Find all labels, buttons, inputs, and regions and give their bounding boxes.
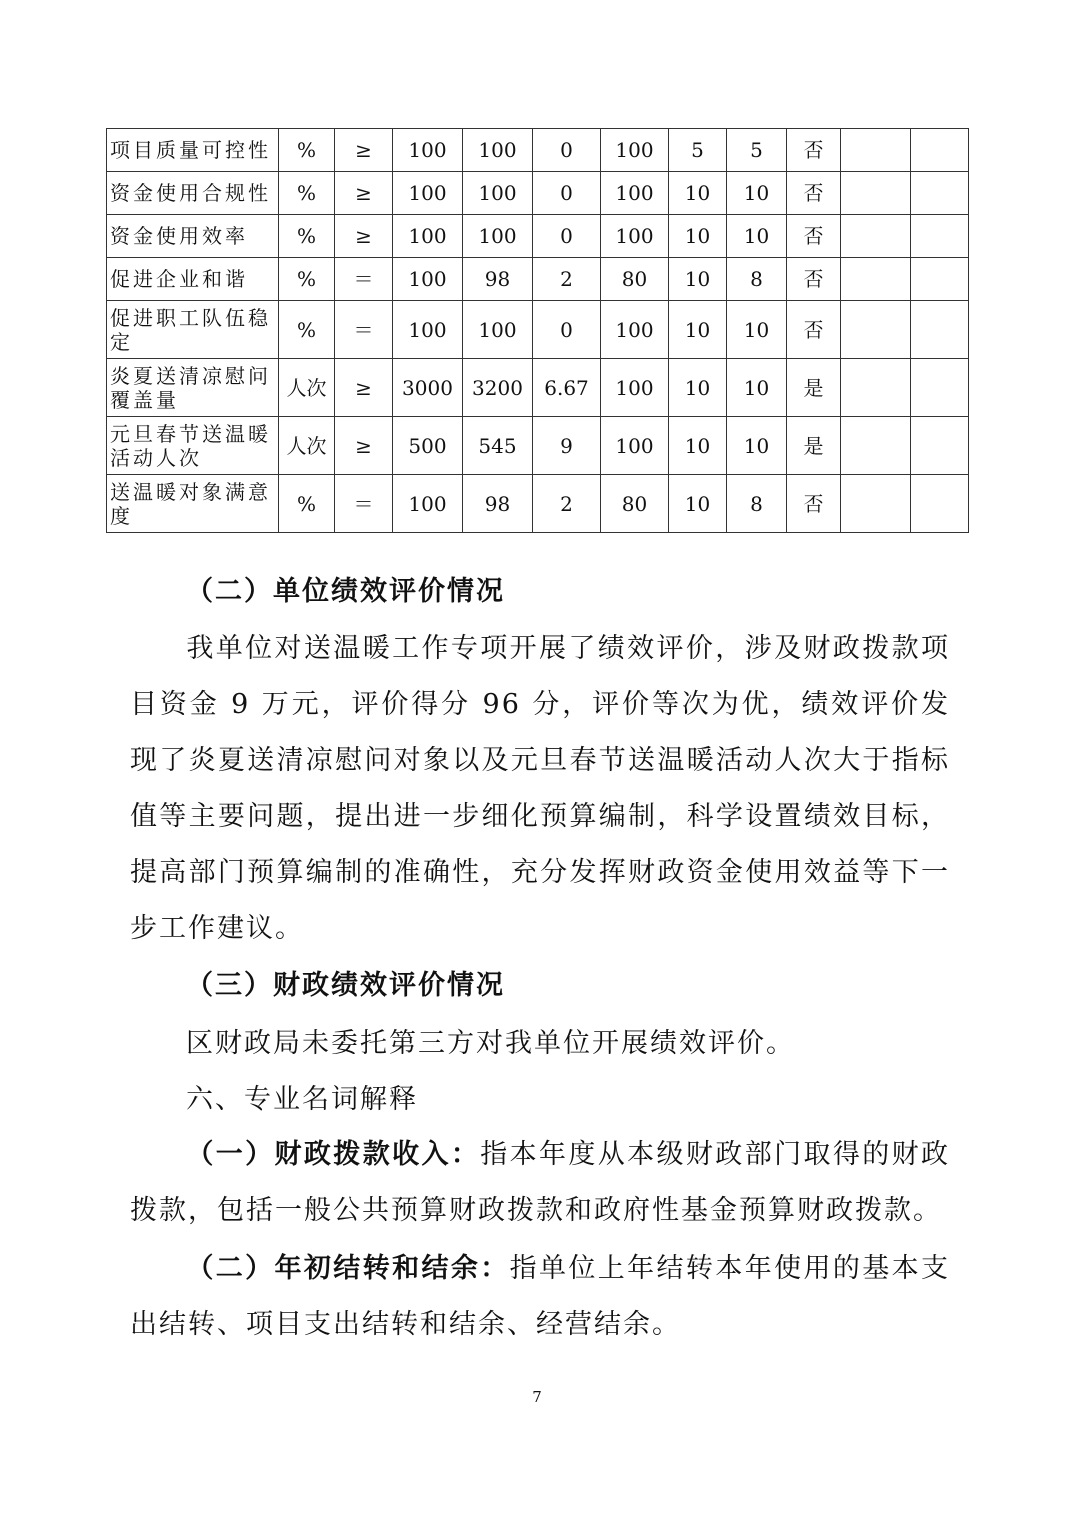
indicator-name-cell: 促进企业和谐 — [107, 258, 279, 301]
unit-evaluation-text: 我单位对送温暖工作专项开展了绩效评价，涉及财政拨款项目资金 9 万元，评价得分 96 分，评价等次为优，绩效评价发现了炎夏送清凉慰问对象以及元旦春节送温暖活动人次大于指标值等主要问题，提出进一步细化预算编制，科学设置绩效目标，提高部门预算编制的准确性，充分发挥财政资金使用效益等下一步工作建议。 — [130, 633, 950, 944]
operator-cell: ≥ — [335, 172, 393, 215]
unit-cell: % — [279, 475, 335, 533]
weight-cell: 10 — [669, 215, 727, 258]
target-value-cell: 100 — [393, 215, 463, 258]
unit-cell: % — [279, 215, 335, 258]
completion-rate-cell: 100 — [601, 359, 669, 417]
completion-rate-cell: 80 — [601, 258, 669, 301]
flag-cell: 是 — [787, 359, 841, 417]
completion-rate-cell: 100 — [601, 301, 669, 359]
finance-evaluation-paragraph — [130, 1016, 950, 1072]
page-number: 7 — [532, 1388, 542, 1406]
actual-value-cell: 98 — [463, 475, 533, 533]
operator-cell: ≥ — [335, 215, 393, 258]
indicator-name-cell: 炎夏送清凉慰问覆盖量 — [107, 359, 279, 417]
deviation-cell: 6.67 — [533, 359, 601, 417]
empty-cell — [911, 475, 969, 533]
actual-value-cell: 100 — [463, 129, 533, 172]
actual-value-cell: 98 — [463, 258, 533, 301]
table-row — [107, 172, 969, 215]
unit-cell: 人次 — [279, 359, 335, 417]
empty-cell — [911, 359, 969, 417]
table-row — [107, 359, 969, 417]
empty-cell — [911, 172, 969, 215]
flag-cell: 否 — [787, 215, 841, 258]
weight-cell: 10 — [669, 172, 727, 215]
score-cell: 10 — [727, 215, 787, 258]
actual-value-cell: 3200 — [463, 359, 533, 417]
flag-cell: 否 — [787, 475, 841, 533]
section-heading-glossary: 六、专业名词解释 — [186, 1084, 418, 1115]
table-row — [107, 301, 969, 359]
empty-cell — [841, 359, 911, 417]
score-cell: 10 — [727, 359, 787, 417]
unit-cell: % — [279, 301, 335, 359]
section-heading-unit-evaluation: （二）单位绩效评价情况 — [186, 576, 505, 607]
empty-cell — [841, 475, 911, 533]
operator-cell: ≥ — [335, 129, 393, 172]
table-row — [107, 215, 969, 258]
indicator-name-cell: 送温暖对象满意度 — [107, 475, 279, 533]
empty-cell — [911, 417, 969, 475]
deviation-cell: 9 — [533, 417, 601, 475]
glossary-term-2 — [130, 1241, 950, 1353]
flag-cell: 是 — [787, 417, 841, 475]
empty-cell — [911, 258, 969, 301]
flag-cell: 否 — [787, 301, 841, 359]
empty-cell — [841, 215, 911, 258]
empty-cell — [911, 215, 969, 258]
completion-rate-cell: 100 — [601, 172, 669, 215]
table-row — [107, 258, 969, 301]
deviation-cell: 0 — [533, 215, 601, 258]
deviation-cell: 2 — [533, 475, 601, 533]
indicator-name-cell: 促进职工队伍稳定 — [107, 301, 279, 359]
operator-cell: ≥ — [335, 417, 393, 475]
section-heading-finance-evaluation: （三）财政绩效评价情况 — [186, 970, 505, 1001]
operator-cell: ＝ — [335, 475, 393, 533]
actual-value-cell: 100 — [463, 172, 533, 215]
target-value-cell: 3000 — [393, 359, 463, 417]
indicator-name-cell: 元旦春节送温暖活动人次 — [107, 417, 279, 475]
weight-cell: 10 — [669, 258, 727, 301]
glossary-term-2-text: 指单位上年结转本年使用的基本支出结转、项目支出结转和结余、经营结余。 — [130, 1253, 951, 1340]
completion-rate-cell: 100 — [601, 215, 669, 258]
score-cell: 10 — [727, 301, 787, 359]
operator-cell: ＝ — [335, 301, 393, 359]
target-value-cell: 100 — [393, 172, 463, 215]
target-value-cell: 100 — [393, 258, 463, 301]
target-value-cell: 100 — [393, 129, 463, 172]
deviation-cell: 0 — [533, 172, 601, 215]
operator-cell: ≥ — [335, 359, 393, 417]
actual-value-cell: 100 — [463, 215, 533, 258]
completion-rate-cell: 100 — [601, 129, 669, 172]
actual-value-cell: 100 — [463, 301, 533, 359]
empty-cell — [841, 172, 911, 215]
unit-cell: % — [279, 129, 335, 172]
table-row — [107, 417, 969, 475]
deviation-cell: 2 — [533, 258, 601, 301]
indicator-name-cell: 资金使用合规性 — [107, 172, 279, 215]
indicator-name-cell: 项目质量可控性 — [107, 129, 279, 172]
weight-cell: 10 — [669, 417, 727, 475]
table-row — [107, 475, 969, 533]
weight-cell: 10 — [669, 359, 727, 417]
flag-cell: 否 — [787, 258, 841, 301]
flag-cell: 否 — [787, 172, 841, 215]
table-row — [107, 129, 969, 172]
score-cell: 10 — [727, 172, 787, 215]
indicator-name-cell: 资金使用效率 — [107, 215, 279, 258]
glossary-term-1 — [130, 1127, 950, 1239]
unit-evaluation-paragraph — [130, 621, 950, 957]
target-value-cell: 500 — [393, 417, 463, 475]
unit-cell: % — [279, 172, 335, 215]
unit-cell: 人次 — [279, 417, 335, 475]
weight-cell: 5 — [669, 129, 727, 172]
empty-cell — [911, 301, 969, 359]
empty-cell — [841, 417, 911, 475]
glossary-term-1-title: （一）财政拨款收入： — [186, 1139, 481, 1170]
score-cell: 8 — [727, 258, 787, 301]
performance-indicator-table — [106, 128, 969, 533]
completion-rate-cell: 100 — [601, 417, 669, 475]
target-value-cell: 100 — [393, 475, 463, 533]
empty-cell — [841, 258, 911, 301]
actual-value-cell: 545 — [463, 417, 533, 475]
glossary-term-2-title: （二）年初结转和结余： — [186, 1253, 510, 1284]
score-cell: 5 — [727, 129, 787, 172]
weight-cell: 10 — [669, 475, 727, 533]
score-cell: 8 — [727, 475, 787, 533]
operator-cell: ＝ — [335, 258, 393, 301]
unit-cell: % — [279, 258, 335, 301]
flag-cell: 否 — [787, 129, 841, 172]
finance-evaluation-text: 区财政局未委托第三方对我单位开展绩效评价。 — [186, 1028, 795, 1059]
weight-cell: 10 — [669, 301, 727, 359]
target-value-cell: 100 — [393, 301, 463, 359]
empty-cell — [911, 129, 969, 172]
empty-cell — [841, 301, 911, 359]
glossary-term-1-text: 指本年度从本级财政部门取得的财政拨款，包括一般公共预算财政拨款和政府性基金预算财政拨款。 — [130, 1139, 951, 1226]
deviation-cell: 0 — [533, 301, 601, 359]
deviation-cell: 0 — [533, 129, 601, 172]
empty-cell — [841, 129, 911, 172]
completion-rate-cell: 80 — [601, 475, 669, 533]
score-cell: 10 — [727, 417, 787, 475]
